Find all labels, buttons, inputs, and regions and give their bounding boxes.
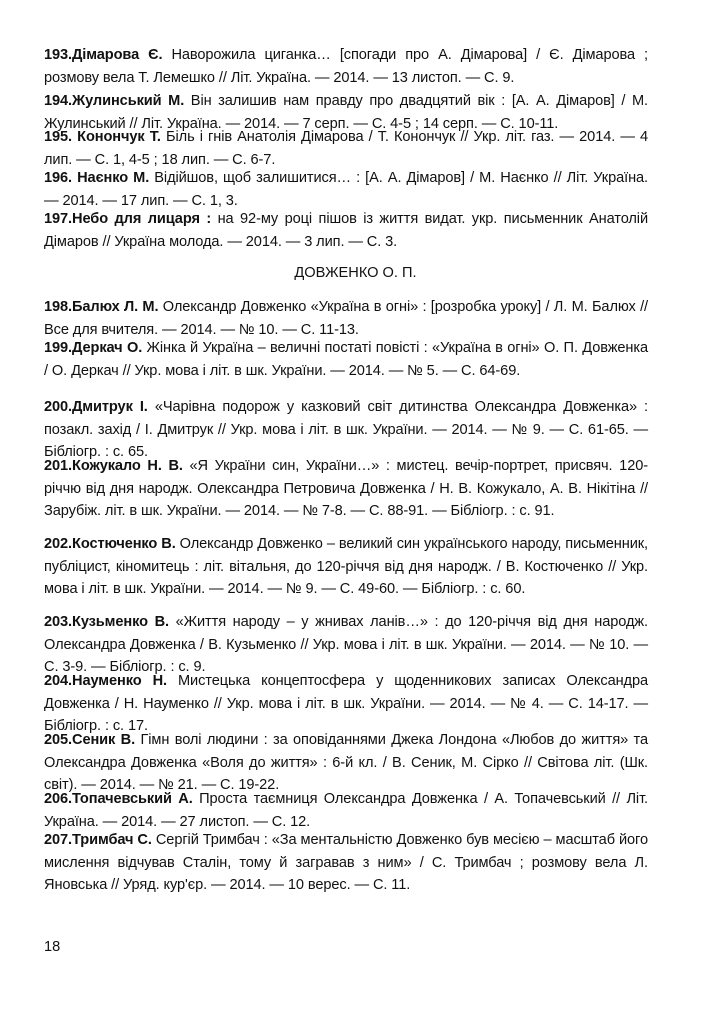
bibliography-entry xyxy=(44,44,648,89)
entry-author: Науменко Н. xyxy=(72,673,167,689)
bibliography-entry xyxy=(44,337,648,382)
entry-author: Жулинський М. xyxy=(72,93,185,109)
entry-author: Наєнко М. xyxy=(77,170,150,186)
entry-author: Костюченко В. xyxy=(72,536,176,552)
entry-number: 200. xyxy=(44,399,73,415)
entry-text: Жінка й Україна – величні постаті повісті : «Україна в огні» О. П. Довженка / О. Деркач // Укр. мова і літ. в шк. України. — 2014. — № 5. — С. 64-69. xyxy=(44,340,648,379)
bibliography-entry xyxy=(44,296,648,341)
entry-number: 202. xyxy=(44,536,73,552)
bibliography-entry xyxy=(44,126,648,171)
entry-author: Конончук Т. xyxy=(77,129,161,145)
entry-author: Топачевський А. xyxy=(72,791,193,807)
entry-text: «Життя народу – у жнивах ланів…» : до 120-річчя від дня народж. Олександра Довженка / В. Кузьменко // Укр. мова і літ. в шк. України. — 2014. — № 10. — С. 3-9. — Бібліогр. : с. 9. xyxy=(44,614,648,676)
entry-text: Відійшов, щоб залишитися… : [А. А. Дімаров] / М. Наєнко // Літ. Україна. — 2014. — 17 лип. — С. 1, 3. xyxy=(44,170,648,209)
entry-text: Гімн волі людини : за оповіданнями Джека Лондона «Любов до життя» та Олександра Довженка «Воля до життя» : 6-й кл. / В. Сеник, М. Сірко // Світова літ. (Шк. світ). — 2014. — № 21. — С. 19-22. xyxy=(44,732,648,794)
entry-author: Деркач О. xyxy=(72,340,143,356)
page-number: 18 xyxy=(44,939,61,955)
entry-number: 204. xyxy=(44,673,73,689)
entry-number: 199. xyxy=(44,340,73,356)
entry-text: Біль і гнів Анатолія Дімарова / Т. Конончук // Укр. літ. газ. — 2014. — 4 лип. — С. 1, 4-5 ; 18 лип. — С. 6-7. xyxy=(44,129,648,168)
entry-number: 205. xyxy=(44,732,73,748)
entry-text: Наворожила циганка… [спогади про А. Дімарова] / Є. Дімарова ; розмову вела Т. Лемешко // Літ. Україна. — 2014. — 13 листоп. — С. 9. xyxy=(44,47,648,86)
entry-number: 196. xyxy=(44,170,78,186)
bibliography-entry xyxy=(44,670,648,738)
entry-number: 198. xyxy=(44,299,73,315)
entry-number: 201. xyxy=(44,458,73,474)
entry-text: Мистецька концептосфера у щоденникових записах Олександра Довженка / Н. Науменко // Укр. мова і літ. в шк. України. — 2014. — № 4. — С. 14-17. — Бібліогр. : с. 17. xyxy=(44,673,648,735)
entry-text: Олександр Довженко «Україна в огні» : [розробка уроку] / Л. М. Балюх // Все для вчителя. — 2014. — № 10. — С. 11-13. xyxy=(44,299,649,338)
entry-text: на 92-му році пішов із життя видат. укр. письменник Анатолій Дімаров // Україна молода. — 2014. — 3 лип. — С. 3. xyxy=(44,211,648,250)
entry-number: 195. xyxy=(44,129,78,145)
entry-text: «Я України син, України…» : мистец. вечір-портрет, присвяч. 120-річчю від дня народж. Олександра Петровича Довженка / Н. В. Кожукало, А. В. Нікітіна // Зарубіж. літ. в шк. України. — 2014. — № 7-8. — С. 88-91. — Бібліогр. : с. 91. xyxy=(44,458,648,520)
entry-author: Балюх Л. М. xyxy=(72,299,159,315)
entry-text: Проста таємниця Олександра Довженка / А. Топачевський // Літ. Україна. — 2014. — 27 листоп. — С. 12. xyxy=(44,791,648,830)
entry-author: Кожукало Н. В. xyxy=(72,458,183,474)
entry-number: 197. xyxy=(44,211,73,227)
bibliography-entry xyxy=(44,829,648,897)
entry-author: Сеник В. xyxy=(72,732,136,748)
entry-number: 193. xyxy=(44,47,73,63)
entry-number: 207. xyxy=(44,832,73,848)
entry-text: Олександр Довженко – великий син українського народу, письменник, публіцист, кіномитець : літ. вітальня, до 120-річчя від дня народж. / В. Костюченко // Укр. мова і літ. в шк. України. — 2014. — № 9. — С. 49-60. — Бібліогр. : с. 60. xyxy=(44,536,649,598)
entry-number: 206. xyxy=(44,791,73,807)
bibliography-entry xyxy=(44,611,648,679)
bibliography-entry xyxy=(44,167,648,212)
entry-author: Дімарова Є. xyxy=(72,47,163,63)
entry-author: Кузьменко В. xyxy=(72,614,169,630)
bibliography-entry xyxy=(44,533,648,601)
bibliography-entry xyxy=(44,396,648,464)
bibliography-entry xyxy=(44,729,648,797)
bibliography-entry xyxy=(44,208,648,253)
entry-text: «Чарівна подорож у казковий світ дитинства Олександра Довженка» : позакл. захід / І. Дмитрук // Укр. мова і літ. в шк. України. — 2014. — № 9. — С. 61-65. — Бібліогр. : с. 65. xyxy=(44,399,648,461)
bibliography-entry xyxy=(44,455,648,523)
entry-number: 194. xyxy=(44,93,73,109)
entry-text: Він залишив нам правду про двадцятий вік : [А. А. Дімаров] / М. Жулинський // Літ. Україна. — 2014. — 7 серп. — С. 4-5 ; 14 серп. — С. 10-11. xyxy=(44,93,648,132)
section-heading: ДОВЖЕНКО О. П. xyxy=(294,265,417,281)
entry-author: Небо для лицаря : xyxy=(72,211,212,227)
entry-number: 203. xyxy=(44,614,73,630)
entry-text: Сергій Тримбач : «За ментальністю Довженко був месією – масштаб його мислення відчував Сталін, тому й загравав з ним» / С. Тримбач ; розмову вела Л. Яновська // Уряд. кур'єр. — 2014. — 10 верес. — С. 11. xyxy=(44,832,648,894)
entry-author: Дмитрук І. xyxy=(72,399,148,415)
entry-author: Тримбач С. xyxy=(72,832,152,848)
bibliography-entry xyxy=(44,788,648,833)
